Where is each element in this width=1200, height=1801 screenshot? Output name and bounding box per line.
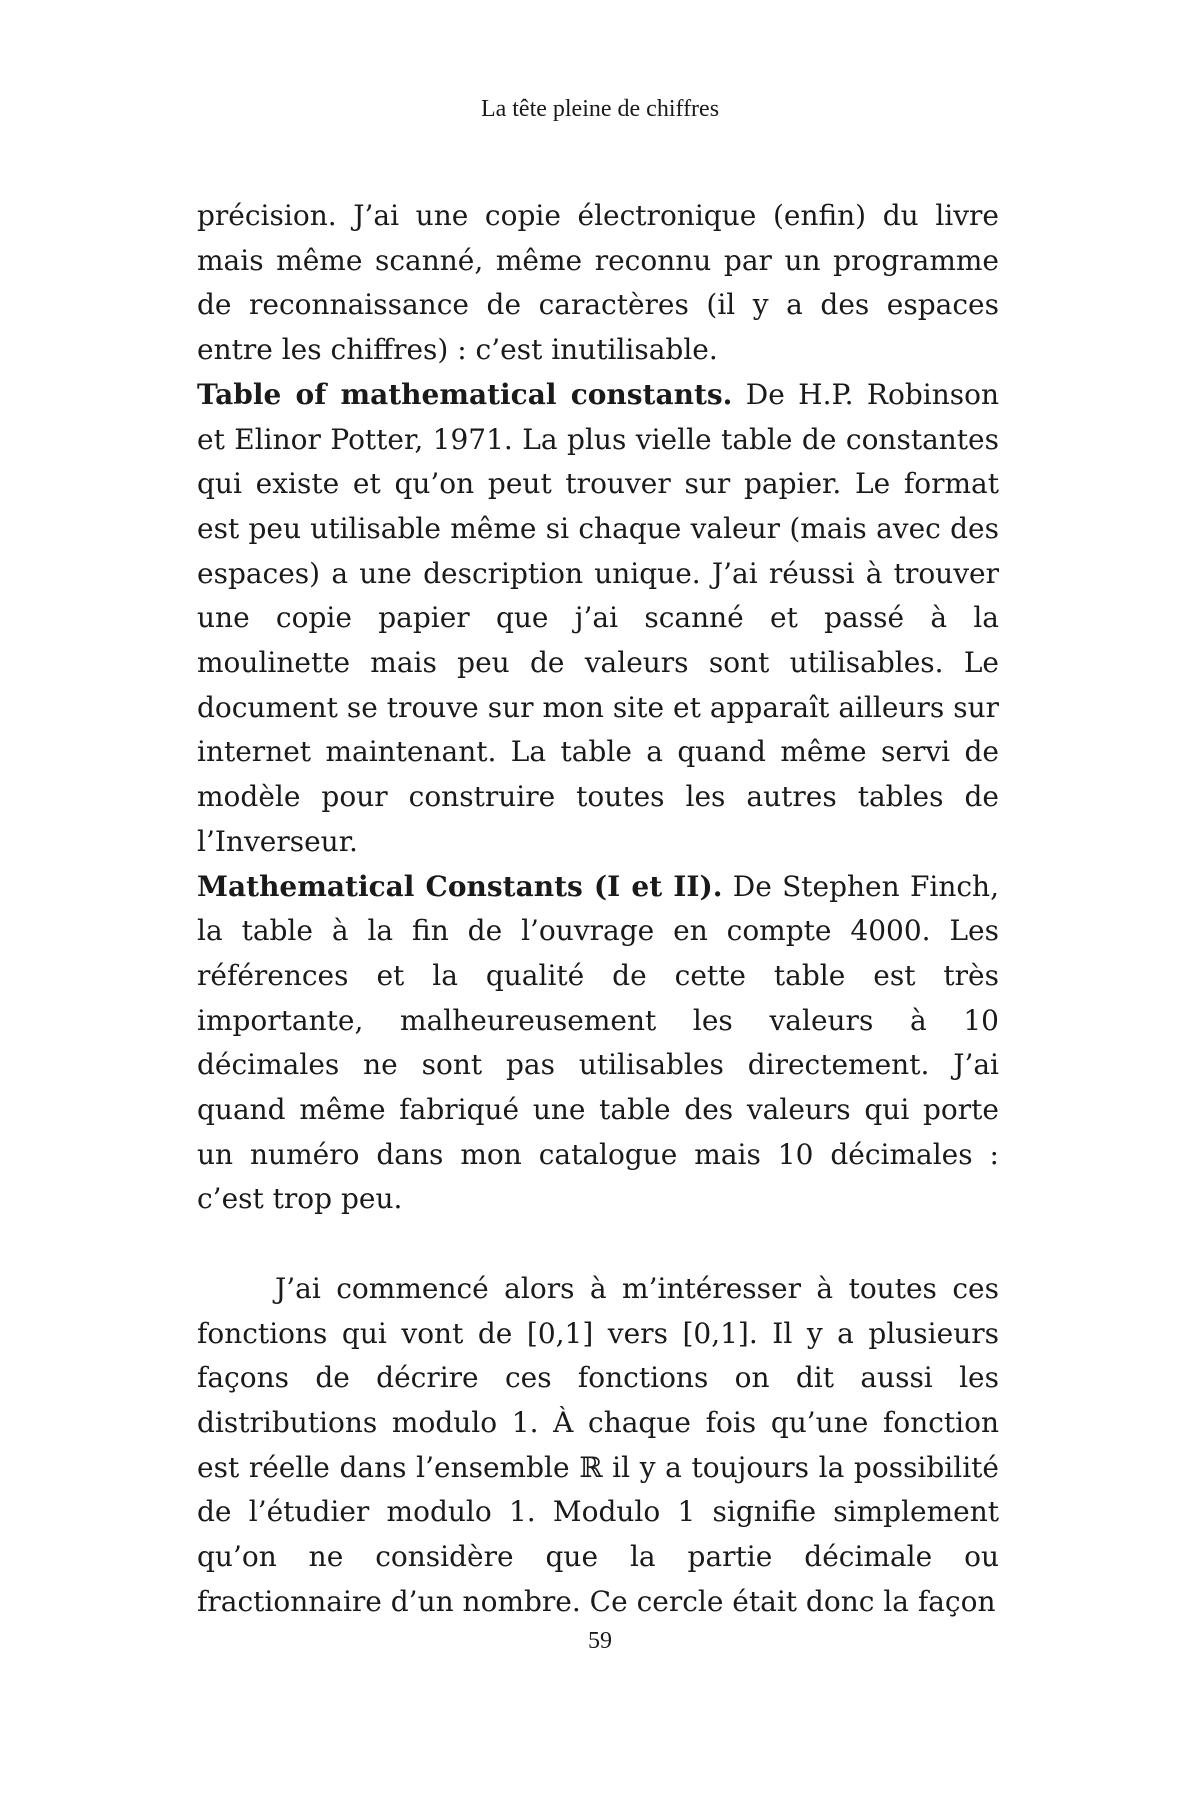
paragraph-3 <box>197 865 999 1223</box>
entry-text: De Stephen Finch, la table à la fin de l’ouvrage en compte 4000. Les références et la qualité de cette table est très importante, malheureusement les valeurs à 10 décimales ne sont pas utilisables directement. J’ai quand même fabriqué une table des valeurs qui porte un numéro dans mon catalogue mais 10 décimales : c’est trop peu. <box>197 869 999 1216</box>
paragraph-spacer <box>197 1222 999 1267</box>
body-text <box>197 194 999 1624</box>
entry-title: Mathematical Constants (I et II). <box>197 869 723 903</box>
entry-title: Table of mathematical constants. <box>197 377 733 411</box>
running-head: La tête pleine de chiffres <box>480 96 720 122</box>
paragraph-1: précision. J’ai une copie électronique (enfin) du livre mais même scanné, même reconnu par un programme de reconnaissance de caractères (il y a des espaces entre les chiffres) : c’est inutilisable. <box>197 199 999 367</box>
paragraph-2 <box>197 373 999 865</box>
page-number: 59 <box>588 1628 612 1654</box>
entry-text: De H.P. Robinson et Elinor Potter, 1971. La plus vielle table de constantes qui existe et qu’on peut trouver sur papier. Le format est peu utilisable même si chaque valeur (mais avec des espaces) a une description unique. J’ai réussi à trouver une copie papier que j’ai scanné et passé à la moulinette mais peu de valeurs sont utilisables. Le document se trouve sur mon site et apparaît ailleurs sur internet maintenant. La table a quand même servi de modèle pour construire toutes les autres tables de l’Inverseur. <box>197 377 999 858</box>
paragraph-4: J’ai commencé alors à m’intéresser à toutes ces fonctions qui vont de [0,1] vers [0,1]. Il y a plusieurs façons de décrire ces fonctions on dit aussi les distributions modulo 1. À chaque fois qu’une fonction est réelle dans l’ensemble ℝ il y a toujours la possibilité de l’étudier modulo 1. Modulo 1 signifie simplement qu’on ne considère que la partie décimale ou fractionnaire d’un nombre. Ce cercle était donc la façon <box>197 1271 999 1618</box>
